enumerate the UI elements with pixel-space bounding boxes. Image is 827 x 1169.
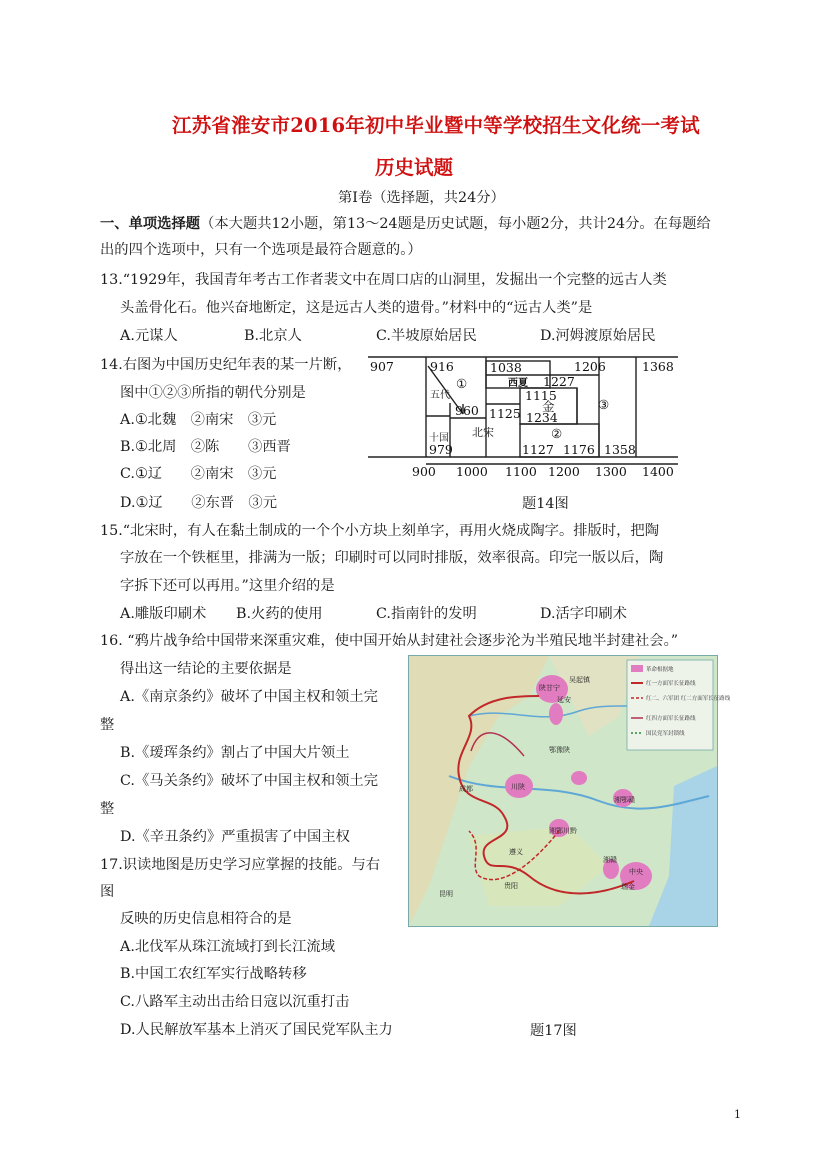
long-march-map-figure (408, 655, 731, 927)
map-legend-item: 革命根据地 (646, 667, 674, 673)
timeline-label: ① (456, 376, 468, 391)
q16-stem-1: 16. “鸦片战争给中国带来深重灾难，使中国开始从封建社会逐步沦为半殖民地半封建社会。” (100, 633, 679, 649)
q17-stem-3: 反映的历史信息相符合的是 (120, 911, 292, 927)
map-place-label: 遵义 (509, 848, 523, 856)
q13-option-b: B.北京人 (244, 328, 302, 344)
q16-option-c: C.《马关条约》破坏了中国主权和领土完 (120, 773, 379, 789)
section-instructions-2: 出的四个选项中，只有一个选项是最符合题意的。） (100, 242, 422, 258)
timeline-label: 960 (455, 403, 479, 418)
timeline-label: 1115 (525, 388, 557, 403)
map-place-label: 湘赣 (603, 856, 617, 864)
timeline-axis-tick: 1400 (642, 464, 674, 479)
q17-option-b: B.中国工农红军实行战略转移 (120, 966, 307, 982)
section-instructions: （本大题共12小题，第13～24题是历史试题，每小题2分，共计24分。在每题给 (200, 216, 711, 232)
q17-stem-1: 17.识读地图是历史学习应掌握的技能。与右 (100, 857, 381, 873)
timeline-axis-tick: 900 (412, 464, 436, 479)
map-legend-item: 红一方面军长征路线 (646, 681, 696, 687)
q15-option-b: B.火药的使用 (236, 606, 323, 622)
q15-option-a: A.雕版印刷术 (120, 606, 207, 622)
q15-option-d: D.活字印刷术 (540, 606, 627, 622)
map-place-label: 川陕 (511, 783, 525, 791)
timeline-axis-tick: 1200 (548, 464, 580, 479)
q15-option-c: C.指南针的发明 (376, 606, 477, 622)
map-place-label: 鄂豫陕 (549, 746, 570, 754)
timeline-label: 1127 (522, 442, 554, 457)
map-place-label: 成都 (459, 785, 473, 793)
q16-option-d: D.《辛丑条约》严重损害了中国主权 (120, 829, 350, 845)
timeline-label: 1227 (543, 374, 575, 389)
q14-option-a: A.①北魏 ②南宋 ③元 (120, 412, 277, 428)
map-place-label: 湘鄂赣 (614, 796, 635, 804)
q16-option-a: A.《南京条约》破坏了中国主权和领土完 (120, 689, 378, 705)
map-place-label: 昆明 (439, 890, 453, 898)
map-place-label: 贵阳 (504, 882, 518, 890)
timeline-label: 907 (370, 359, 394, 374)
q15-stem-3: 字拆下还可以再用。”这里介绍的是 (120, 578, 335, 594)
timeline-label: 1234 (526, 410, 558, 425)
map-place-label: 中央 (629, 868, 643, 876)
chronology-table-svg (368, 356, 680, 478)
long-march-map-svg (409, 656, 731, 926)
timeline-label: 金 (542, 399, 555, 414)
timeline-label: 五代 (430, 390, 450, 401)
timeline-label: 北宋 (472, 426, 494, 439)
chronology-table-figure (368, 356, 680, 478)
map-place-label: 瑞金 (621, 883, 635, 891)
q16-option-a-cont: 整 (100, 717, 115, 733)
q14-option-d: D.①辽 ②东晋 ③元 (120, 495, 277, 511)
timeline-label: 十国 (429, 433, 449, 444)
section-heading: 一、单项选择题 (100, 216, 201, 232)
map-place-label: 吴起镇 (569, 676, 590, 684)
q14-figure-caption: 题14图 (522, 496, 569, 512)
exam-subtitle: 历史试题 (375, 156, 454, 179)
q13-option-a: A.元谋人 (120, 328, 178, 344)
map-place-label: 陕甘宁 (539, 684, 560, 692)
timeline-label: 1206 (574, 359, 606, 374)
map-legend-item: 国民党军封锁线 (646, 731, 685, 737)
timeline-label: 西夏 (508, 378, 528, 389)
map-legend-item: 红四方面军长征路线 (646, 716, 696, 722)
q17-option-c: C.八路军主动出击给日寇以沉重打击 (120, 994, 350, 1010)
q14-stem-2: 图中①②③所指的朝代分别是 (120, 385, 306, 401)
map-place-label: 湘鄂川黔 (549, 827, 577, 835)
q17-stem-2: 图 (100, 884, 115, 900)
q14-option-c: C.①辽 ②南宋 ③元 (120, 466, 277, 482)
q16-stem-2: 得出这一结论的主要依据是 (120, 661, 292, 677)
q17-option-a: A.北伐军从珠江流域打到长江流域 (120, 939, 336, 955)
q15-stem-1: 15.“北宋时，有人在黏土制成的一个个小方块上刻单字，再用火烧成陶字。排版时，把陶 (100, 523, 660, 539)
exam-title: 江苏省淮安市2016年初中毕业暨中等学校招生文化统一考试 (172, 114, 700, 137)
timeline-axis-tick: 1100 (505, 464, 537, 479)
q14-stem-1: 14.右图为中国历史纪年表的某一片断， (100, 357, 352, 373)
q16-option-c-cont: 整 (100, 801, 115, 817)
q13-stem-2: 头盖骨化石。他兴奋地断定，这是远古人类的遗骨。”材料中的“远古人类”是 (120, 300, 593, 316)
timeline-label: 916 (430, 359, 454, 374)
volume-heading: 第Ⅰ卷（选择题，共24分） (338, 190, 505, 206)
q16-option-b: B.《瑷珲条约》割占了中国大片领土 (120, 745, 350, 761)
timeline-axis-tick: 1300 (595, 464, 627, 479)
timeline-label: 1038 (490, 360, 522, 375)
timeline-label: 1368 (642, 359, 674, 374)
q13-option-d: D.河姆渡原始居民 (540, 328, 656, 344)
q17-option-d: D.人民解放军基本上消灭了国民党军队主力 (120, 1022, 393, 1038)
q13-option-c: C.半坡原始居民 (376, 328, 477, 344)
q17-figure-caption: 题17图 (530, 1023, 577, 1039)
q13-stem-1: 13.“1929年，我国青年考古工作者裴文中在周口店的山洞里，发掘出一个完整的远古人类 (100, 272, 667, 288)
timeline-label: ② (551, 426, 563, 441)
q15-stem-2: 字放在一个铁框里，排满为一版；印刷时可以同时排版，效率很高。印完一版以后，陶 (120, 550, 664, 566)
timeline-axis-tick: 1000 (456, 464, 488, 479)
timeline-label: 1358 (604, 442, 636, 457)
timeline-label: 1176 (563, 442, 595, 457)
page-number: 1 (734, 1108, 741, 1121)
map-place-label: 延安 (557, 696, 571, 704)
q14-option-b: B.①北周 ②陈 ③西晋 (120, 439, 291, 455)
timeline-label: ③ (598, 397, 610, 412)
timeline-label: 1125 (489, 406, 521, 421)
timeline-label: 979 (429, 442, 453, 457)
section-intro (100, 214, 711, 234)
map-legend-item: 红二、六军团 红二方面军长征路线 (646, 696, 731, 702)
